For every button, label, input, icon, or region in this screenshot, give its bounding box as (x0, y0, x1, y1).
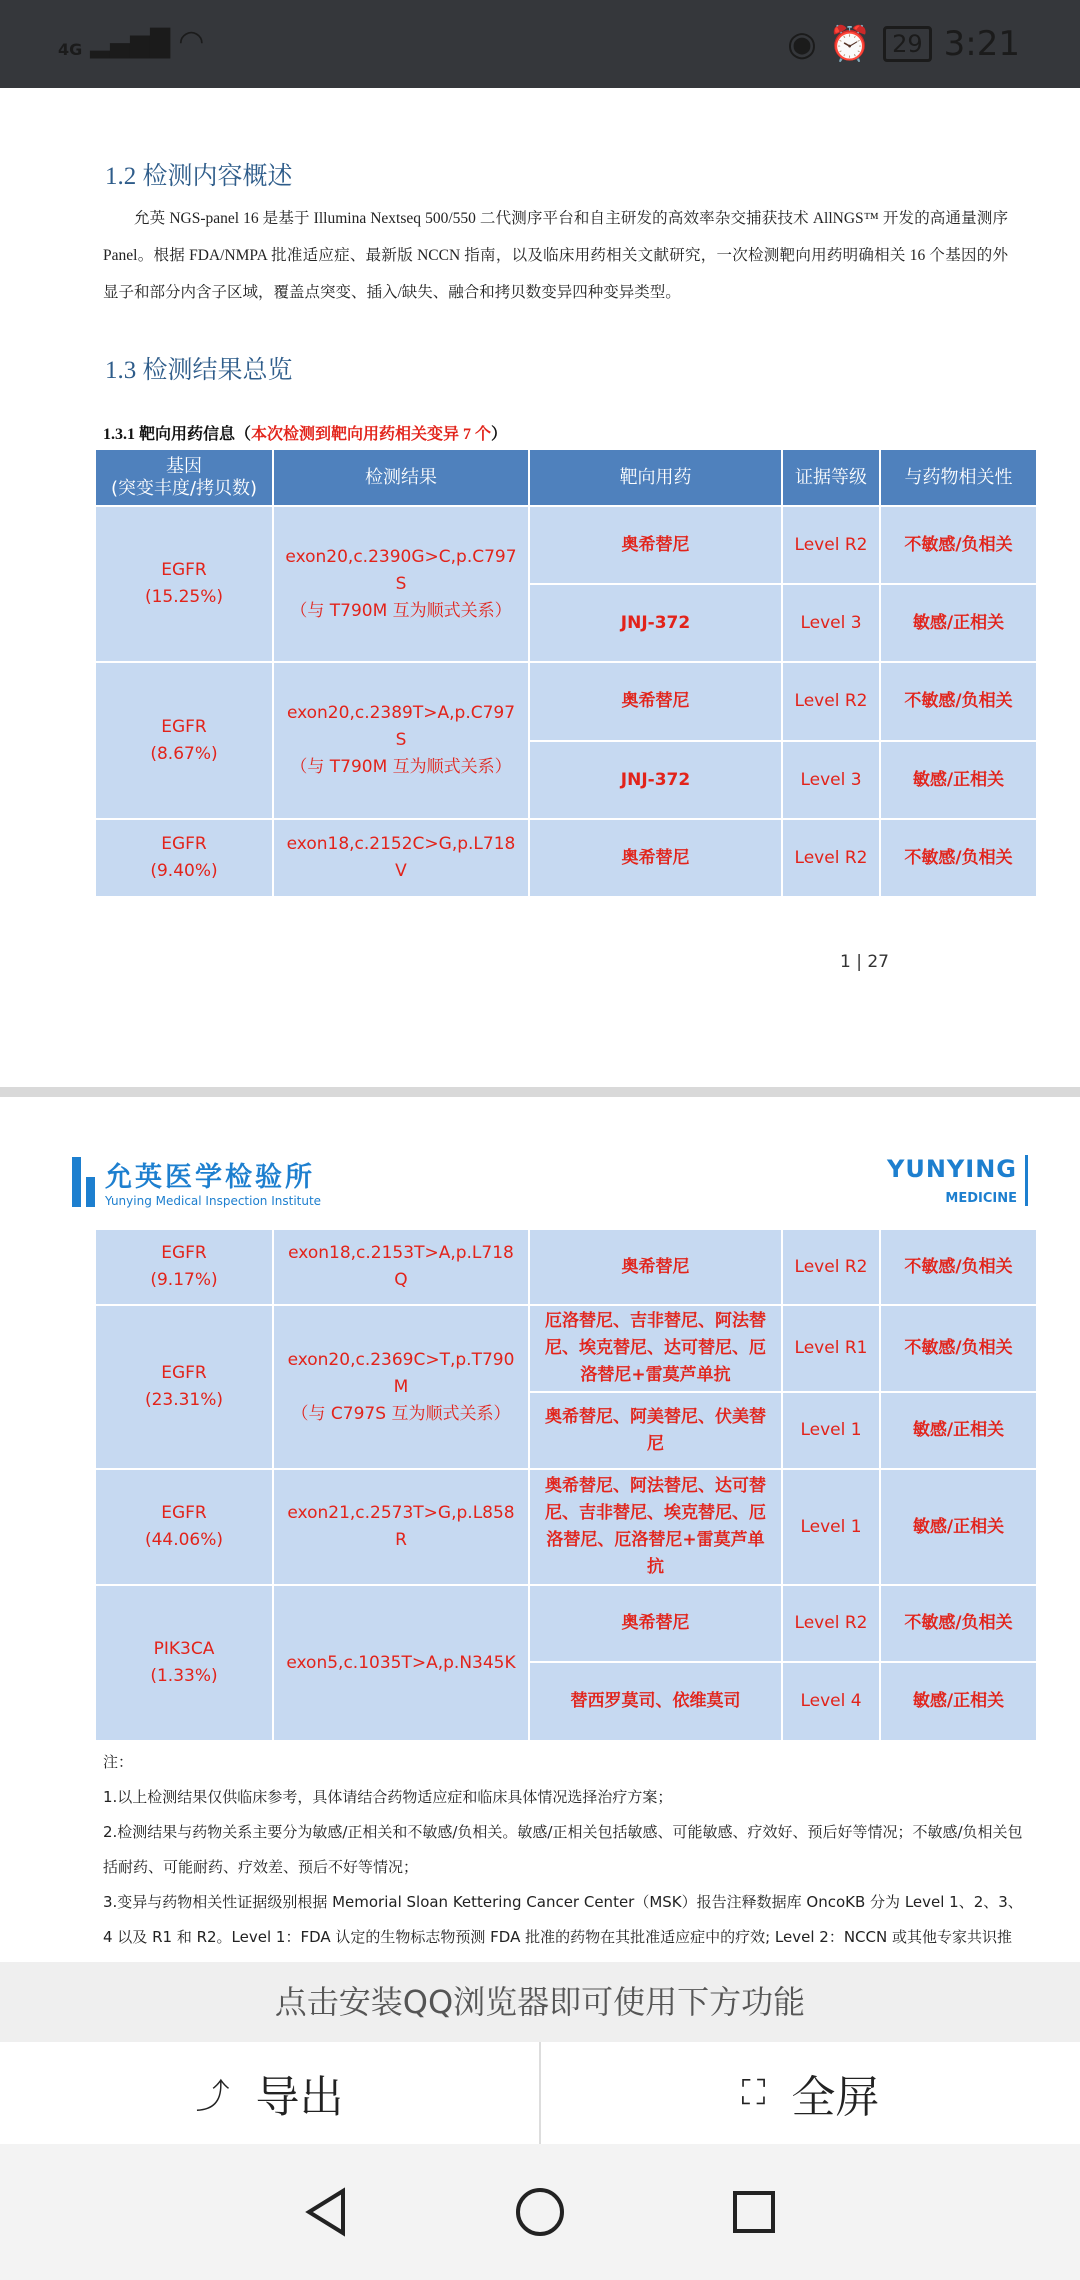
result-cell (273, 1469, 529, 1585)
result-cell (273, 1585, 529, 1741)
brand-name: YUNYING (886, 1155, 1017, 1183)
gene-frequency: (15.25%) (144, 587, 224, 607)
alarm-icon: ⏰ (828, 24, 872, 64)
drug-cell: 奥希替尼 (529, 1229, 782, 1305)
brand-logo (887, 1155, 1028, 1206)
document-page-1 (0, 88, 1080, 1087)
relation-cell: 不敏感/负相关 (880, 819, 1037, 897)
notes (103, 1745, 1023, 1962)
table-row (95, 506, 1037, 584)
gene-name: EGFR (161, 834, 207, 854)
variant-result: exon20,c.2390G>C,p.C797S (285, 546, 517, 594)
fullscreen-label: 全屏 (791, 2072, 880, 2123)
gene-name: EGFR (161, 560, 207, 580)
signal-icon: ▂▄▆█ (90, 29, 171, 59)
eye-comfort-icon: ◉ (787, 24, 817, 64)
brand-sub: MEDICINE (945, 1191, 1017, 1206)
gene-cell (95, 819, 273, 897)
evidence-level-cell: Level 3 (782, 741, 880, 819)
col-header-level: 证据等级 (782, 449, 880, 506)
back-icon[interactable] (303, 2187, 349, 2237)
table-row (95, 1585, 1037, 1662)
fullscreen-icon: ⛶ (741, 2073, 766, 2113)
evidence-level-cell: Level 1 (782, 1469, 880, 1585)
variant-result: exon20,c.2369C>T,p.T790M (287, 1349, 515, 1397)
gene-name: EGFR (161, 1503, 207, 1523)
targeted-drug-table-continued (94, 1228, 1038, 1742)
drug-cell: 奥希替尼 (529, 506, 782, 584)
clock: 3:21 (943, 24, 1020, 64)
drug-cell: JNJ-372 (529, 741, 782, 819)
col-header-result: 检测结果 (273, 449, 529, 506)
gene-frequency: (23.31%) (144, 1390, 224, 1410)
gene-frequency: (9.17%) (150, 1270, 218, 1290)
note-line: 1.以上检测结果仅供临床参考，具体请结合药物适应症和临床具体情况选择治疗方案； (103, 1788, 673, 1806)
drug-cell: JNJ-372 (529, 584, 782, 662)
document-page-2 (0, 1097, 1080, 1962)
result-cell (273, 1229, 529, 1305)
table-row (95, 1469, 1037, 1585)
variant-note: （与 T790M 互为顺式关系） (290, 600, 512, 621)
variant-result: exon18,c.2153T>A,p.L718Q (288, 1243, 514, 1290)
table-row (95, 819, 1037, 897)
col-header-gene: 基因 (突变丰度/拷贝数) (95, 449, 273, 506)
variant-result: exon5,c.1035T>A,p.N345K (286, 1652, 516, 1673)
network-type: 4G (58, 40, 83, 59)
relation-cell: 敏感/正相关 (880, 1469, 1037, 1585)
evidence-level-cell: Level R2 (782, 662, 880, 741)
gene-cell (95, 1585, 273, 1741)
result-cell (273, 819, 529, 897)
institute-logo (72, 1155, 321, 1208)
section-paragraph: 允英 NGS-panel 16 是基于 Illumina Nextseq 500/550 二代测序平台和自主研发的高效率杂交捕获技术 AllNGS™ 开发的高通量测序 Panel。根据 FDA/NMPA 批准适应症、最新版 NCCN 指南，以及临床用药相关文献研究，一次检测靶向用药明确相关 16 个基因的外显子和部分内含子区域，覆盖点突变、插入/缺失、融合和拷贝数变异四种变异类型。 (103, 210, 1008, 301)
subsection-heading (103, 421, 507, 444)
gene-cell (95, 1469, 273, 1585)
evidence-level-cell: Level R2 (782, 819, 880, 897)
col-header-drug: 靶向用药 (529, 449, 782, 506)
drug-cell: 奥希替尼 (529, 1585, 782, 1662)
drug-cell: 奥希替尼 (529, 819, 782, 897)
gene-cell (95, 662, 273, 819)
evidence-level-cell: Level R2 (782, 506, 880, 584)
install-qq-browser-banner[interactable]: 点击安装QQ浏览器即可使用下方功能 (0, 1962, 1080, 2042)
gene-name: EGFR (161, 716, 207, 737)
gene-name: PIK3CA (153, 1639, 215, 1659)
variant-result: exon18,c.2152C>G,p.L718V (286, 834, 516, 881)
evidence-level-cell: Level 4 (782, 1662, 880, 1741)
evidence-level-cell: Level 1 (782, 1392, 880, 1469)
variant-count-text: 本次检测到靶向用药相关变异 7 个 (251, 426, 492, 443)
gene-frequency: (44.06%) (144, 1530, 224, 1550)
variant-result: exon20,c.2389T>A,p.C797S (286, 703, 516, 750)
subsection-title: 1.3.1 靶向用药信息（ (103, 426, 252, 443)
variant-note: （与 C797S 互为顺式关系） (291, 1403, 511, 1424)
relation-cell: 敏感/正相关 (880, 1662, 1037, 1741)
drug-cell: 奥希替尼、阿法替尼、达可替尼、吉非替尼、埃克替尼、厄洛替尼、厄洛替尼+雷莫芦单抗 (529, 1469, 782, 1585)
logo-cn: 允英医学检验所 (105, 1162, 315, 1193)
page-number: 1 | 27 (840, 952, 889, 972)
note-line: 2.检测结果与药物关系主要分为敏感/正相关和不敏感/负相关。敏感/正相关包括敏感、可能敏感、疗效好、预后好等情况；不敏感/负相关包括耐药、可能耐药、疗效差、预后不好等情况； (103, 1823, 1023, 1876)
relation-cell: 不敏感/负相关 (880, 506, 1037, 584)
evidence-level-cell: Level R2 (782, 1585, 880, 1662)
variant-note: （与 T790M 互为顺式关系） (290, 757, 512, 777)
gene-name: EGFR (161, 1363, 207, 1383)
section-heading: 1.2 检测内容概述 (105, 163, 293, 190)
export-label: 导出 (255, 2072, 344, 2123)
note-line: 3.变异与药物相关性证据级别根据 Memorial Sloan Kettering Cancer Center（MSK）报告注释数据库 OncoKB 分为 Level 1、2、3、4 以及 R1 和 R2。Level 1：FDA 认定的生物标志物预测 FDA 批准的药物在其批准适应症中的疗效; Level 2：NCCN 或其他专家共识推 (103, 1893, 1023, 1946)
result-cell (273, 662, 529, 819)
targeted-drug-table (94, 448, 1038, 898)
table-row (95, 662, 1037, 741)
subsection-end: ） (491, 426, 508, 443)
gene-frequency: (9.40%) (150, 861, 218, 881)
action-bar (0, 2042, 1080, 2144)
relation-cell: 敏感/正相关 (880, 584, 1037, 662)
evidence-level-cell: Level R2 (782, 1229, 880, 1305)
result-cell (273, 1305, 529, 1469)
section-heading: 1.3 检测结果总览 (105, 357, 293, 384)
relation-cell: 不敏感/负相关 (880, 1585, 1037, 1662)
fullscreen-button[interactable] (539, 2042, 1080, 2144)
logo-bars-icon (72, 1157, 95, 1207)
relation-cell: 敏感/正相关 (880, 1392, 1037, 1469)
drug-cell: 奥希替尼 (529, 662, 782, 741)
wifi-icon: ◠ (178, 24, 205, 59)
variant-result: exon21,c.2573T>G,p.L858R (287, 1503, 515, 1550)
note-line: 注： (103, 1753, 134, 1771)
relation-cell: 不敏感/负相关 (880, 1229, 1037, 1305)
battery-indicator: 29 (883, 26, 932, 62)
evidence-level-cell: Level R1 (782, 1305, 880, 1392)
drug-cell: 奥希替尼、阿美替尼、伏美替尼 (529, 1392, 782, 1469)
export-icon: ⤴ (195, 2076, 230, 2117)
gene-cell (95, 1229, 273, 1305)
relation-cell: 敏感/正相关 (880, 741, 1037, 819)
relation-cell: 不敏感/负相关 (880, 662, 1037, 741)
relation-cell: 不敏感/负相关 (880, 1305, 1037, 1392)
result-cell (273, 506, 529, 662)
drug-cell: 厄洛替尼、吉非替尼、阿法替尼、埃克替尼、达可替尼、厄洛替尼+雷莫芦单抗 (529, 1305, 782, 1392)
recents-icon[interactable] (731, 2189, 777, 2235)
gene-frequency: (1.33%) (150, 1666, 218, 1686)
export-button[interactable] (0, 2042, 539, 2144)
navigation-bar (0, 2144, 1080, 2280)
gene-frequency: (8.67%) (150, 743, 218, 764)
col-header-relation: 与药物相关性 (880, 449, 1037, 506)
evidence-level-cell: Level 3 (782, 584, 880, 662)
gene-cell (95, 1305, 273, 1469)
gene-name: EGFR (161, 1243, 207, 1263)
status-bar (0, 0, 1080, 88)
gene-cell (95, 506, 273, 662)
drug-cell: 替西罗莫司、依维莫司 (529, 1662, 782, 1741)
table-row (95, 1229, 1037, 1305)
home-icon[interactable] (514, 2186, 566, 2238)
logo-en: Yunying Medical Inspection Institute (105, 1194, 322, 1208)
table-row (95, 1305, 1037, 1392)
